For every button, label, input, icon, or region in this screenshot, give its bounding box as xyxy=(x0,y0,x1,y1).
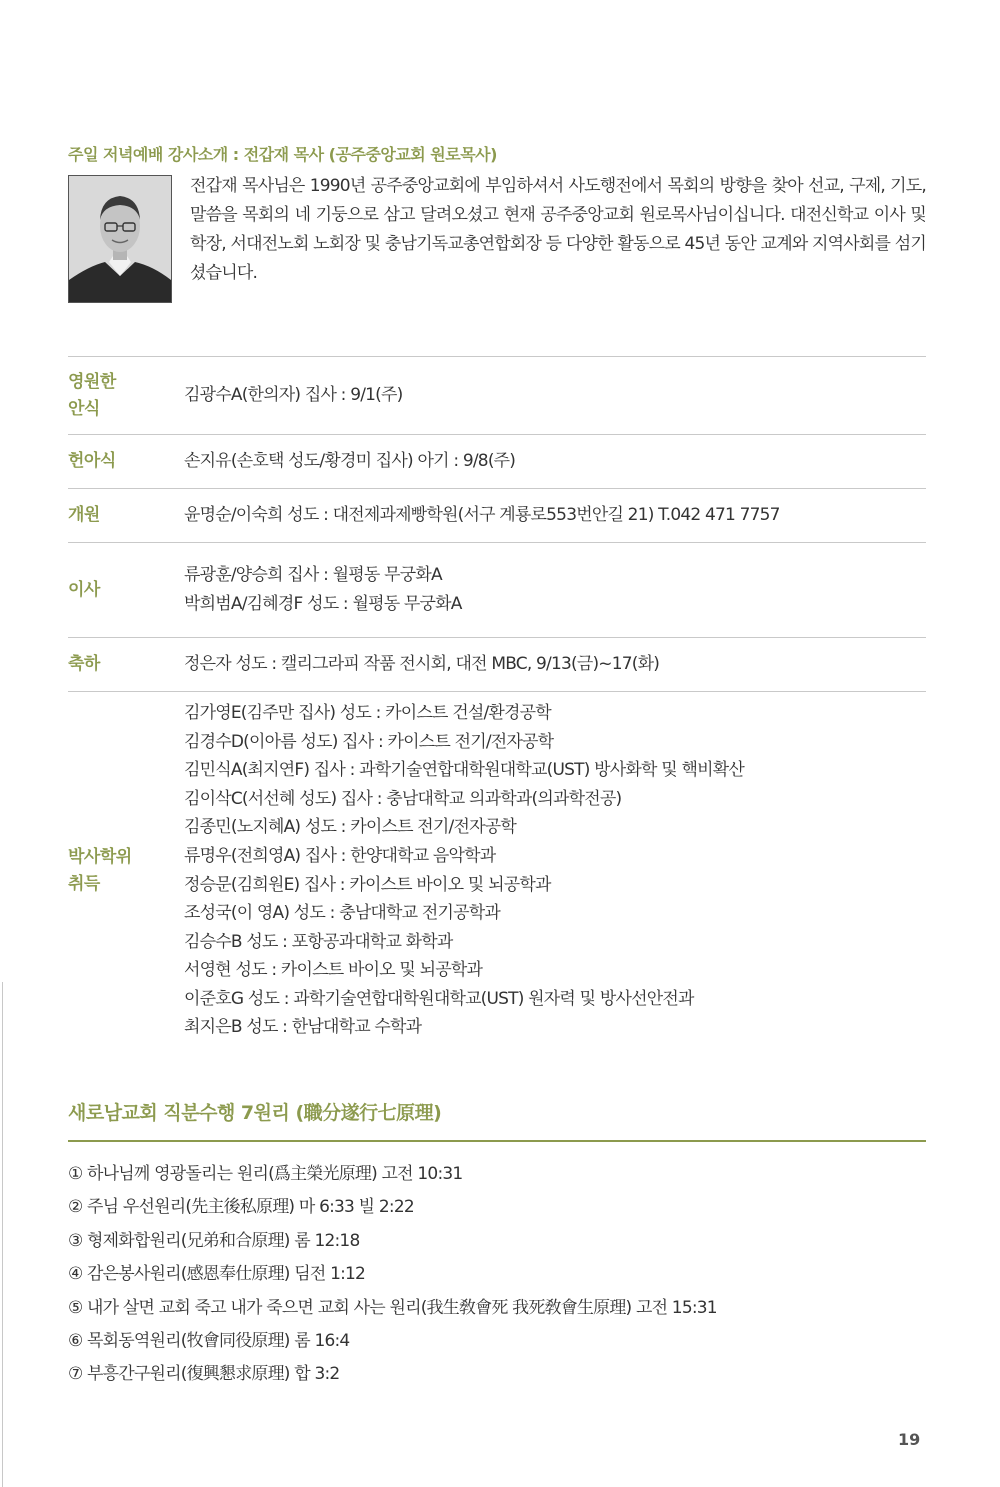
phd-line: 서영현 성도 : 카이스트 바이오 및 뇌공학과 xyxy=(184,960,483,981)
principles-list xyxy=(68,1158,717,1392)
row-text-moving xyxy=(184,561,926,618)
row-text-opening: 윤명순/이숙희 성도 : 대전제과제빵학원(서구 계룡로553번안길 21) T.042 471 7757 xyxy=(184,505,780,526)
principle-item: ⑦ 부흥간구원리(復興懇求原理) 합 3:2 xyxy=(68,1364,340,1385)
news-row-phd xyxy=(68,692,926,1049)
label-line: 취득 xyxy=(68,873,100,894)
phd-line: 김종민(노지혜A) 성도 : 카이스트 전기/전자공학 xyxy=(184,817,516,838)
principle-item: ① 하나님께 영광돌리는 원리(爲主榮光原理) 고전 10:31 xyxy=(68,1164,463,1184)
speaker-bio: 전갑재 목사님은 1990년 공주중앙교회에 부임하셔서 사도행전에서 목회의 방향을 찾아 선교, 구제, 기도, 말씀을 목회의 네 기둥으로 삼고 달려오셨고 현재 공주중앙교회 원로목사님이십니다. 대전신학교 이사 및 학장, 서대전노회 노회장 및 충남기독교총연합회장 등 다양한 활동으로 45년 동안 교계와 지역사회를 섬기셨습니다. xyxy=(190,176,927,283)
row-label-dedication: 헌아식 xyxy=(68,451,116,471)
label-line: 영원한 xyxy=(68,371,116,392)
news-row-dedication xyxy=(68,435,926,489)
page-number: 19 xyxy=(898,1430,921,1449)
news-row-funeral xyxy=(68,357,926,435)
phd-line: 김가영E(김주만 집사) 성도 : 카이스트 건설/환경공학 xyxy=(184,702,551,723)
news-row-opening xyxy=(68,489,926,543)
phd-line: 최지은B 성도 : 한남대학교 수학과 xyxy=(184,1017,422,1038)
church-news-table xyxy=(68,356,926,1049)
phd-line: 정승문(김희원E) 집사 : 카이스트 바이오 및 뇌공학과 xyxy=(184,874,551,895)
row-text-phd xyxy=(184,699,926,1042)
page-edge-rule xyxy=(2,982,3,1487)
speaker-intro-title: 주일 저녁예배 강사소개 : 전갑재 목사 (공주중앙교회 원로목사) xyxy=(68,145,497,164)
row-label-congrats: 축하 xyxy=(68,654,100,674)
principle-item: ⑥ 목회동역원리(牧會同役原理) 롬 16:4 xyxy=(68,1331,350,1352)
row-text-congrats: 정은자 성도 : 캘리그라피 작품 전시회, 대전 MBC, 9/13(금)~17(화) xyxy=(184,654,660,675)
news-row-congrats xyxy=(68,638,926,692)
principles-divider xyxy=(68,1140,926,1142)
row-label-opening: 개원 xyxy=(68,505,100,525)
row-text-funeral: 김광수A(한의자) 집사 : 9/1(주) xyxy=(184,385,403,406)
phd-line: 김승수B 성도 : 포항공과대학교 화학과 xyxy=(184,931,453,952)
phd-line: 김경수D(이아름 성도) 집사 : 카이스트 전기/전자공학 xyxy=(184,731,554,752)
row-label-phd xyxy=(68,844,184,898)
speaker-photo xyxy=(68,175,172,303)
news-row-moving xyxy=(68,543,926,638)
phd-line: 김민식A(최지연F) 집사 : 과학기술연합대학원대학교(UST) 방사화학 및 핵비확산 xyxy=(184,760,744,781)
phd-line: 조성국(이 영A) 성도 : 충남대학교 전기공학과 xyxy=(184,903,501,924)
label-line: 안식 xyxy=(68,398,100,419)
principle-item: ② 주님 우선원리(先主後私原理) 마 6:33 빌 2:22 xyxy=(68,1197,414,1218)
portrait-image xyxy=(69,176,171,302)
principles-title: 새로남교회 직분수행 7원리 (職分遂行七原理) xyxy=(68,1102,442,1124)
phd-line: 김이삭C(서선혜 성도) 집사 : 충남대학교 의과학과(의과학전공) xyxy=(184,788,622,809)
row-text-dedication: 손지유(손호택 성도/황경미 집사) 아기 : 9/8(주) xyxy=(184,451,516,472)
principle-item: ⑤ 내가 살면 교회 죽고 내가 죽으면 교회 사는 원리(我生敎會死 我死敎會生原理) 고전 15:31 xyxy=(68,1297,717,1318)
principle-item: ③ 형제화합원리(兄弟和合原理) 롬 12:18 xyxy=(68,1230,360,1251)
moving-line: 박희범A/김혜경F 성도 : 월평동 무궁화A xyxy=(184,594,462,614)
phd-line: 류명우(전희영A) 집사 : 한양대학교 음악학과 xyxy=(184,845,496,866)
label-line: 박사학위 xyxy=(68,846,132,867)
moving-line: 류광훈/양승희 집사 : 월평동 무궁화A xyxy=(184,565,442,586)
row-label-funeral xyxy=(68,369,184,423)
principle-item: ④ 감은봉사원리(感恩奉仕原理) 딤전 1:12 xyxy=(68,1264,366,1285)
row-label-moving: 이사 xyxy=(68,579,100,600)
phd-line: 이준호G 성도 : 과학기술연합대학원대학교(UST) 원자력 및 방사선안전과 xyxy=(184,988,694,1009)
